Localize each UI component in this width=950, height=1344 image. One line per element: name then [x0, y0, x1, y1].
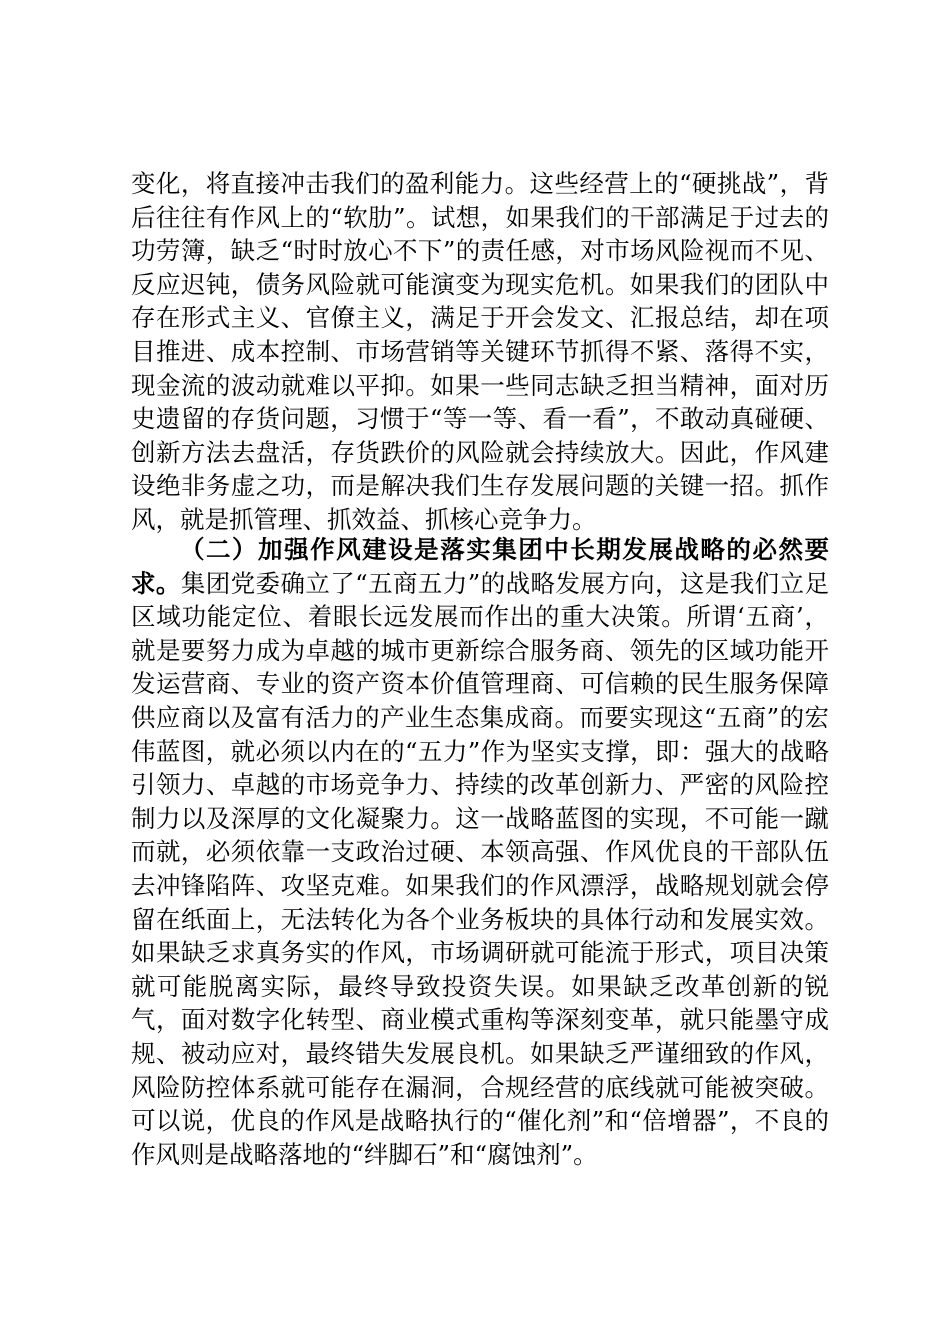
- body-paragraph-2: [131, 533, 829, 1171]
- section-body-2: 集团党委确立了“五商五力”的战略发展方向，这是我们立足区域功能定位、着眼长远发展而作出的重大决策。所谓‘五商’，就是要努力成为卓越的城市更新综合服务商、领先的区域功能开发运营商、专业的资产资本价值管理商、可信赖的民生服务保障供应商以及富有活力的产业生态集成商。而要实现这“五商”的宏伟蓝图，就必须以内在的“五力”作为坚实支撑，即：强大的战略引领力、卓越的市场竞争力、持续的改革创新力、严密的风险控制力以及深厚的文化凝聚力。这一战略蓝图的实现，不可能一蹴而就，必须依靠一支政治过硬、本领高强、作风优良的干部队伍去冲锋陷阵、攻坚克难。如果我们的作风漂浮，战略规划就会停留在纸面上，无法转化为各个业务板块的具体行动和发展实效。如果缺乏求真务实的作风，市场调研就可能流于形式，项目决策就可能脱离实际，最终导致投资失误。如果缺乏改革创新的锐气，面对数字化转型、商业模式重构等深刻变革，就只能墨守成规、被动应对，最终错失发展良机。如果缺乏严谨细致的作风，风险防控体系就可能存在漏洞，合规经营的底线就可能被突破。可以说，优良的作风是战略执行的“催化剂”和“倍增器”，不良的作风则是战略落地的“绊脚石”和“腐蚀剂”。: [131, 568, 829, 1169]
- section-heading-2: （二）加强作风建设是落实集团中长期发展战略的必然要求。: [131, 535, 829, 598]
- body-paragraph-1: 变化，将直接冲击我们的盈利能力。这些经营上的“硬挑战”，背后往往有作风上的“软肋”。试想，如果我们的干部满足于过去的功劳簿，缺乏“时时放心不下”的责任感，对市场风险视而不见、反应迟钝，债务风险就可能演变为现实危机。如果我们的团队中存在形式主义、官僚主义，满足于开会发文、汇报总结，却在项目推进、成本控制、市场营销等关键环节抓得不紧、落得不实，现金流的波动就难以平抑。如果一些同志缺乏担当精神，面对历史遗留的存货问题，习惯于“等一等、看一看”，不敢动真碰硬、创新方法去盘活，存货跌价的风险就会持续放大。因此，作风建设绝非务虚之功，而是解决我们生存发展问题的关键一招。抓作风，就是抓管理、抓效益、抓核心竞争力。: [131, 169, 829, 534]
